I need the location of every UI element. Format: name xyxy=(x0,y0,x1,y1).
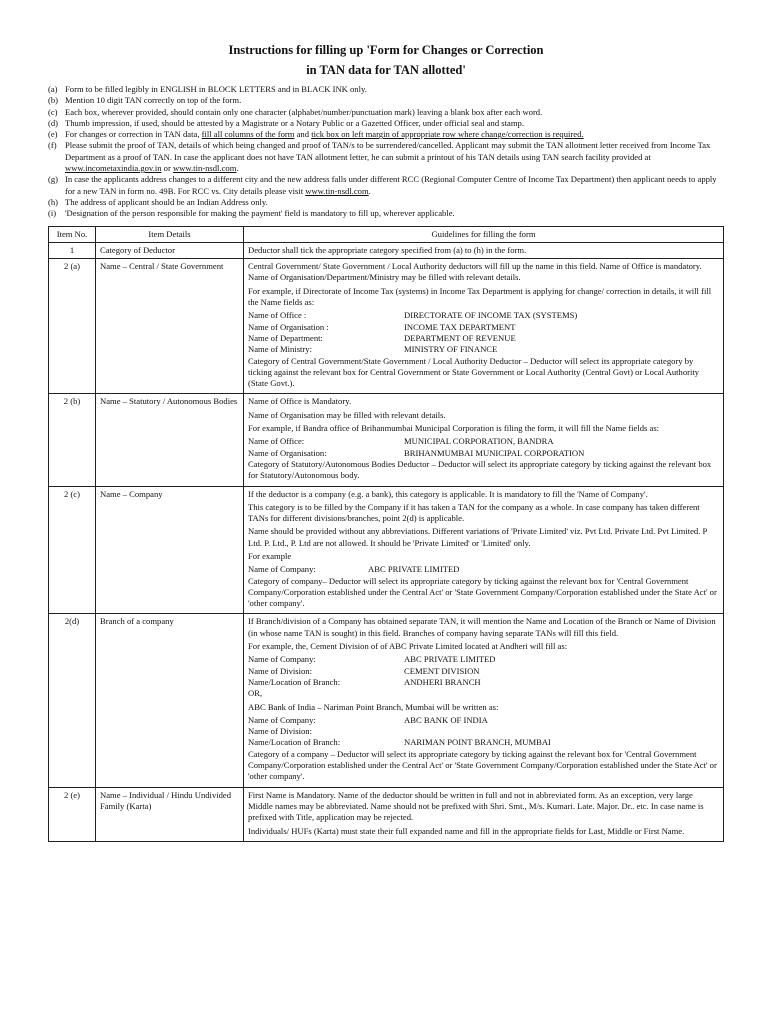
guideline-paragraph: For example, if Bandra office of Brihanmumbai Municipal Corporation is filing the form, it will fill the Name fields as: xyxy=(248,423,660,434)
item-number: 2(d) xyxy=(49,614,96,787)
guideline-paragraph: First Name is Mandatory. Name of the deductor should be written in full and not in abbreviated form. As an exception, very large Middle names may be abbreviated. Name should not be prefixed with Shri. Smt., M/s. Kumari. Late. Major. Dr.. etc. In case name is prefixed with Title, application may be rejected. xyxy=(248,789,704,823)
field-label: Name of Company: xyxy=(248,564,316,575)
field-value: MINISTRY OF FINANCE xyxy=(404,344,498,355)
field-label: Name of Organisation: xyxy=(248,447,327,458)
guideline-cell xyxy=(244,787,724,841)
field-value: DIRECTORATE OF INCOME TAX (SYSTEMS) xyxy=(404,310,578,321)
instruction-text-part: . xyxy=(368,185,371,196)
link-tin-nsdl[interactable]: www.tin-nsdl.com xyxy=(305,185,369,196)
table-row xyxy=(49,394,724,486)
guideline-cell xyxy=(244,486,724,614)
item-number: 2 (b) xyxy=(49,394,96,486)
field-label: Name of Company: xyxy=(248,714,316,725)
underlined-text: fill all columns of the form xyxy=(201,129,295,140)
table-header-row xyxy=(49,226,724,242)
guideline-paragraph: Name of Office is Mandatory. xyxy=(248,396,352,407)
field-value: ANDHERI BRANCH xyxy=(404,676,481,687)
field-value: MUNICIPAL CORPORATION, BANDRA xyxy=(404,436,554,447)
field-label: Name of Department: xyxy=(248,332,323,343)
example-field xyxy=(248,654,719,665)
instruction-text-part: or xyxy=(161,163,173,174)
instruction-label: (d) xyxy=(48,117,59,128)
guideline-text: Deductor shall tick the appropriate category specified from (a) to (h) in the form. xyxy=(244,242,724,258)
guideline-paragraph: Name of Organisation may be filled with relevant details. xyxy=(248,409,446,420)
table-row xyxy=(49,242,724,258)
example-field xyxy=(248,564,719,575)
instruction-item xyxy=(48,208,724,219)
instruction-text-part: . xyxy=(236,163,239,174)
example-field xyxy=(248,322,719,333)
example-field xyxy=(248,310,719,321)
instruction-item xyxy=(48,129,724,140)
guideline-paragraph: Name should be provided without any abbreviations. Different variations of 'Private Limited' viz. Pvt Ltd. Private Ltd. Pvt Limited. P Ltd. P. Ltd., P. Ltd are not allowed. It should be 'Private Limited' or 'Limited' only. xyxy=(248,526,707,548)
document-page xyxy=(48,40,724,842)
guideline-paragraph: ABC Bank of India – Nariman Point Branch, Mumbai will be written as: xyxy=(248,701,499,712)
link-incometaxindia[interactable]: www.incometaxindia.gov.in xyxy=(65,163,162,174)
link-tin-nsdl[interactable]: www.tin-nsdl.com xyxy=(172,163,237,174)
guideline-paragraph: Category of Central Government/State Government / Local Authority Deductor – Deductor will select its appropriate category by ticking against the relevant box for Central Government or State Government or Local Authority (Central Govt) or Local Authority (State Govt.). xyxy=(248,355,700,389)
example-field xyxy=(248,677,719,688)
field-label: Name of Organisation : xyxy=(248,321,329,332)
header-item-no: Item No. xyxy=(49,226,96,242)
instruction-label: (h) xyxy=(48,196,59,207)
guideline-paragraph: Individuals/ HUFs (Karta) must state their full expanded name and fill in the appropriate fields for Last, Middle or First Name. xyxy=(248,825,685,836)
item-details: Name – Individual / Hindu Undivided Family (Karta) xyxy=(96,787,244,841)
guideline-paragraph: Central Government/ State Government / Local Authority deductors will fill up the name in this field. Name of Office is mandatory. Name of Organisation/Department/Ministry may be filled with relevant details. xyxy=(248,261,702,283)
item-details: Name – Central / State Government xyxy=(96,259,244,394)
field-value: NARIMAN POINT BRANCH, MUMBAI xyxy=(404,737,551,748)
instruction-item xyxy=(48,174,724,197)
underlined-text: tick box on left margin of appropriate row where change/correction is required. xyxy=(311,129,584,140)
guideline-cell xyxy=(244,394,724,486)
instruction-label: (c) xyxy=(48,106,58,117)
title-line-1: Instructions for filling up 'Form for Changes or Correction xyxy=(228,43,544,57)
table-row xyxy=(49,259,724,394)
example-field xyxy=(248,333,719,344)
field-label: Name of Office: xyxy=(248,436,305,447)
table-row xyxy=(49,486,724,614)
instruction-item xyxy=(48,197,724,208)
example-field xyxy=(248,448,719,459)
instruction-item xyxy=(48,140,724,174)
example-field xyxy=(248,715,719,726)
guideline-paragraph: For example, the, Cement Division of of ABC Private Limited located at Andheri will fill as: xyxy=(248,641,568,652)
example-field xyxy=(248,436,719,447)
guideline-paragraph: Category of Statutory/Autonomous Bodies Deductor – Deductor will select its appropriate category by ticking against the relevant box for Statutory/Autonomous body. xyxy=(248,458,712,481)
instruction-label: (b) xyxy=(48,95,59,106)
instruction-text-part: and xyxy=(294,129,312,140)
example-field xyxy=(248,726,719,737)
instruction-text xyxy=(65,140,724,174)
guideline-paragraph: For example xyxy=(248,550,292,561)
title-line-2: in TAN data for TAN allotted' xyxy=(306,63,466,77)
document-title xyxy=(48,40,724,80)
field-label: Name/Location of Branch: xyxy=(248,676,341,687)
table-row xyxy=(49,614,724,787)
example-field xyxy=(248,666,719,677)
item-details: Name – Company xyxy=(96,486,244,614)
guideline-cell xyxy=(244,259,724,394)
instruction-text xyxy=(65,129,724,140)
field-label: Name of Office : xyxy=(248,310,307,321)
instruction-text-part: Please submit the proof of TAN, details of which being changed and proof of TAN/s to be surrendered/cancelled. Applicant may submit the TAN allotment letter received from Income Tax Department as a proof of TAN. In case the applicant does not have TAN allotment letter, he can submit a printout of his TAN details using TAN search facility provided at xyxy=(65,140,711,162)
item-number: 1 xyxy=(49,242,96,258)
field-value: ABC PRIVATE LIMITED xyxy=(404,654,496,665)
guideline-paragraph: For example, if Directorate of Income Tax (systems) in Income Tax Department is applying for change/ correction in details, it will fill the Name fields as: xyxy=(248,285,712,308)
instruction-item xyxy=(48,84,724,95)
instruction-label: (f) xyxy=(48,140,57,151)
instruction-text: 'Designation of the person responsible for making the payment' field is mandatory to fill up, wherever applicable. xyxy=(65,208,455,219)
header-item-details: Item Details xyxy=(96,226,244,242)
guidelines-table xyxy=(48,226,724,842)
instruction-list xyxy=(48,84,724,220)
item-details: Name – Statutory / Autonomous Bodies xyxy=(96,394,244,486)
instruction-text-part: For changes or correction in TAN data, xyxy=(65,129,202,140)
instruction-item xyxy=(48,118,724,129)
instruction-text: Mention 10 digit TAN correctly on top of the form. xyxy=(65,95,242,106)
instruction-label: (e) xyxy=(48,129,58,140)
guideline-or: OR, xyxy=(248,688,263,699)
guideline-cell xyxy=(244,614,724,787)
field-value: INCOME TAX DEPARTMENT xyxy=(404,321,516,332)
field-label: Name/Location of Branch: xyxy=(248,737,341,748)
field-label: Name of Ministry: xyxy=(248,344,312,355)
instruction-item xyxy=(48,95,724,106)
instruction-label: (g) xyxy=(48,174,59,185)
instruction-label: (a) xyxy=(48,84,58,94)
field-label: Name of Company: xyxy=(248,654,316,665)
instruction-item xyxy=(48,107,724,118)
field-value: CEMENT DIVISION xyxy=(404,665,480,676)
instruction-text: Form to be filled legibly in ENGLISH in BLOCK LETTERS and in BLACK INK only. xyxy=(65,84,367,94)
guideline-paragraph: If the deductor is a company (e.g. a bank), this category is applicable. It is mandatory to fill the 'Name of Company'. xyxy=(248,488,648,499)
item-details: Category of Deductor xyxy=(96,242,244,258)
instruction-text: Thumb impression, if used, should be attested by a Magistrate or a Notary Public or a Gazetted Officer, under official seal and stamp. xyxy=(65,117,524,128)
guideline-paragraph: This category is to be filled by the Company if it has taken a TAN for the company as a whole. In case company has taken different TANs for different divisions/branches, point 2(d) is applicable. xyxy=(248,501,700,524)
instruction-text: Each box, wherever provided, should contain only one character (alphabet/number/punctuation mark) leaving a blank box after each word. xyxy=(65,106,543,117)
item-number: 2 (a) xyxy=(49,259,96,394)
instruction-text-part: In case the applicants address changes to a different city and the new address falls under different RCC (Regional Computer Centre of Income Tax Department) then applicant needs to apply for a new TAN in form no. 49B. For RCC vs. City details please visit xyxy=(65,174,717,196)
header-guidelines: Guidelines for filling the form xyxy=(244,226,724,242)
table-row xyxy=(49,787,724,841)
guideline-paragraph: Category of company– Deductor will select its appropriate category by ticking against the relevant box for 'Central Government Company/Corporation established under the Central Act' or 'State Government Company/Corporation established under the State Act' or 'other company'. xyxy=(248,575,717,609)
field-value xyxy=(404,726,719,737)
guideline-paragraph: If Branch/division of a Company has obtained separate TAN, it will mention the Name and Location of the Branch or Name of Division (in whose name TAN is sought) in this field. Branches of company having separate TANs will fill this field. xyxy=(248,616,716,638)
field-value: DEPARTMENT OF REVENUE xyxy=(404,332,516,343)
field-label: Name of Division: xyxy=(248,726,312,737)
field-value: ABC PRIVATE LIMITED xyxy=(368,564,460,575)
field-value: ABC BANK OF INDIA xyxy=(404,714,488,725)
instruction-text: The address of applicant should be an Indian Address only. xyxy=(65,196,268,207)
field-label: Name of Division: xyxy=(248,665,312,676)
example-field xyxy=(248,344,719,355)
instruction-text xyxy=(65,174,724,197)
item-number: 2 (c) xyxy=(49,486,96,614)
example-field xyxy=(248,737,719,748)
guideline-paragraph: Category of a company – Deductor will select its appropriate category by ticking against the relevant box for 'Central Government Company/Corporation established under the Central Act' or 'State Government Company/Corporation established under the State Act' or 'other company'. xyxy=(248,748,717,782)
item-number: 2 (e) xyxy=(49,787,96,841)
instruction-label: (i) xyxy=(48,208,57,219)
item-details: Branch of a company xyxy=(96,614,244,787)
field-value: BRIHANMUMBAI MUNICIPAL CORPORATION xyxy=(404,447,585,458)
